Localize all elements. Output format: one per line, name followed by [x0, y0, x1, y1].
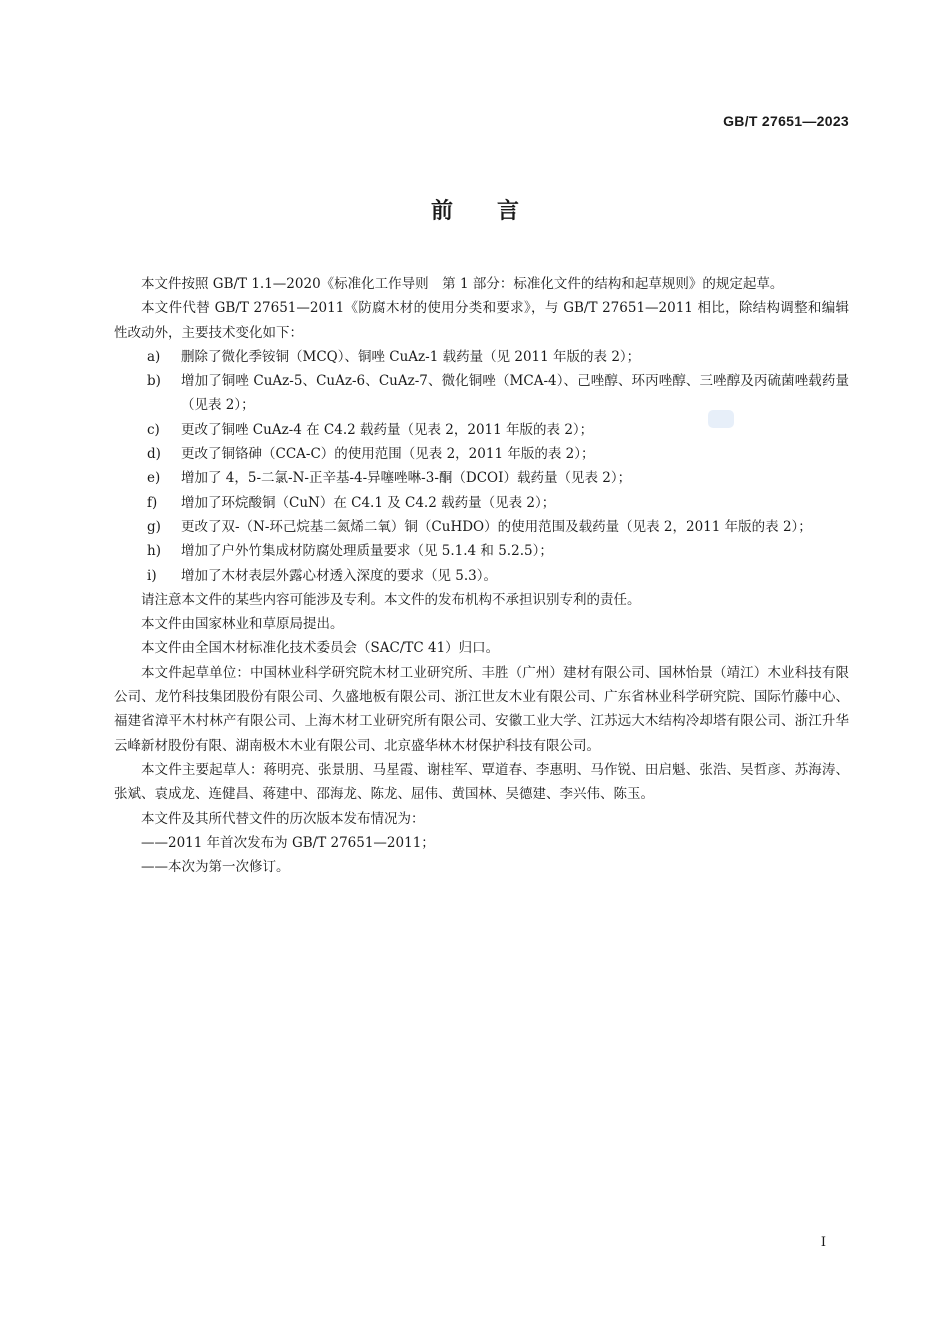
document-number: GB/T 27651—2023	[723, 113, 849, 129]
list-item-mark: g)	[147, 518, 161, 535]
list-item-mark: h)	[147, 543, 161, 560]
title-char-2: 言	[497, 199, 520, 224]
paragraph-drafting-units: 本文件起草单位：中国林业科学研究院木材工业研究所、丰胜（广州）建材有限公司、国林怡景（靖江）木业科技有限公司、龙竹科技集团股份有限公司、久盛地板有限公司、浙江世友木业有限公司、广东省林业科学研究院、国际竹藤中心、福建省漳平木村林产有限公司、上海木材工业研究所有限公司、安徽工业大学、江苏远大木结构冷却塔有限公司、浙江升华云峰新材股份有限、湖南极木木业有限公司、北京盛华林木材保护科技有限公司。	[114, 664, 849, 754]
paragraph-drafting-rules: 本文件按照 GB/T 1.1—2020《标准化工作导则 第 1 部分：标准化文件的结构和起草规则》的规定起草。	[141, 276, 784, 292]
page-number: I	[820, 1235, 826, 1250]
paragraph-drafters: 本文件主要起草人：蒋明亮、张景朋、马星霞、谢桂军、覃道春、李惠明、马作锐、田启魁、张浩、吴哲彦、苏海涛、张斌、袁成龙、连健昌、蒋建中、邵海龙、陈龙、屈伟、黄国林、吴德建、李兴伟、陈玉。	[114, 761, 849, 803]
list-item	[114, 466, 849, 490]
list-item-mark: i)	[147, 567, 157, 584]
list-item-mark: a)	[147, 348, 161, 365]
history-item: ——2011 年首次发布为 GB/T 27651—2011；	[141, 834, 435, 851]
title-char-1: 前	[430, 199, 453, 224]
list-item-text: 增加了木材表层外露心材透入深度的要求（见 5.3）。	[181, 567, 498, 584]
list-item	[114, 539, 849, 563]
list-item-text: 更改了铜铬砷（CCA-C）的使用范围（见表 2，2011 年版的表 2）；	[181, 446, 595, 463]
list-item-text: 增加了户外竹集成材防腐处理质量要求（见 5.1.4 和 5.2.5）；	[181, 543, 553, 560]
list-item-text: 更改了双-（N-环己烷基二氮烯二氧）铜（CuHDO）的使用范围及载药量（见表 2，2011 年版的表 2）；	[181, 518, 812, 535]
list-item-mark: c)	[147, 421, 160, 438]
list-item	[114, 345, 849, 369]
paragraph-under-jurisdiction: 本文件由全国木材标准化技术委员会（SAC/TC 41）归口。	[141, 640, 500, 657]
list-item-mark: b)	[147, 373, 161, 390]
list-item	[114, 418, 849, 442]
list-item	[114, 564, 849, 588]
list-item	[114, 515, 849, 539]
paragraph-patent-notice: 请注意本文件的某些内容可能涉及专利。本文件的发布机构不承担识别专利的责任。	[141, 591, 641, 608]
paragraph-version-history: 本文件及其所代替文件的历次版本发布情况为：	[141, 810, 425, 827]
list-item-text: 更改了铜唑 CuAz-4 在 C4.2 载药量（见表 2，2011 年版的表 2）；	[181, 421, 594, 438]
paragraph-replaces: 本文件代替 GB/T 27651—2011《防腐木材的使用分类和要求》，与 GB/T 27651—2011 相比，除结构调整和编辑性改动外，主要技术变化如下：	[114, 300, 849, 341]
foreword-body	[114, 272, 849, 879]
list-item-text: 增加了铜唑 CuAz-5、CuAz-6、CuAz-7、微化铜唑（MCA-4）、己唑醇、环丙唑醇、三唑醇及丙硫菌唑载药量（见表 2）；	[181, 373, 849, 414]
list-item	[114, 369, 849, 418]
list-item-mark: e)	[147, 470, 161, 487]
paragraph-proposed-by: 本文件由国家林业和草原局提出。	[141, 616, 344, 633]
list-item	[114, 442, 849, 466]
list-item-mark: d)	[147, 446, 161, 463]
page-title	[0, 194, 950, 225]
list-item-text: 删除了微化季铵铜（MCQ）、铜唑 CuAz-1 载药量（见 2011 年版的表 2）；	[181, 348, 641, 365]
change-list	[114, 345, 849, 588]
list-item-text: 增加了 4，5-二氯-N-正辛基-4-异噻唑啉-3-酮（DCOI）载药量（见表 2）；	[181, 470, 632, 487]
list-item	[114, 491, 849, 515]
history-item: ——本次为第一次修订。	[141, 859, 290, 876]
list-item-mark: f)	[147, 494, 158, 511]
list-item-text: 增加了环烷酸铜（CuN）在 C4.1 及 C4.2 载药量（见表 2）；	[181, 494, 556, 511]
